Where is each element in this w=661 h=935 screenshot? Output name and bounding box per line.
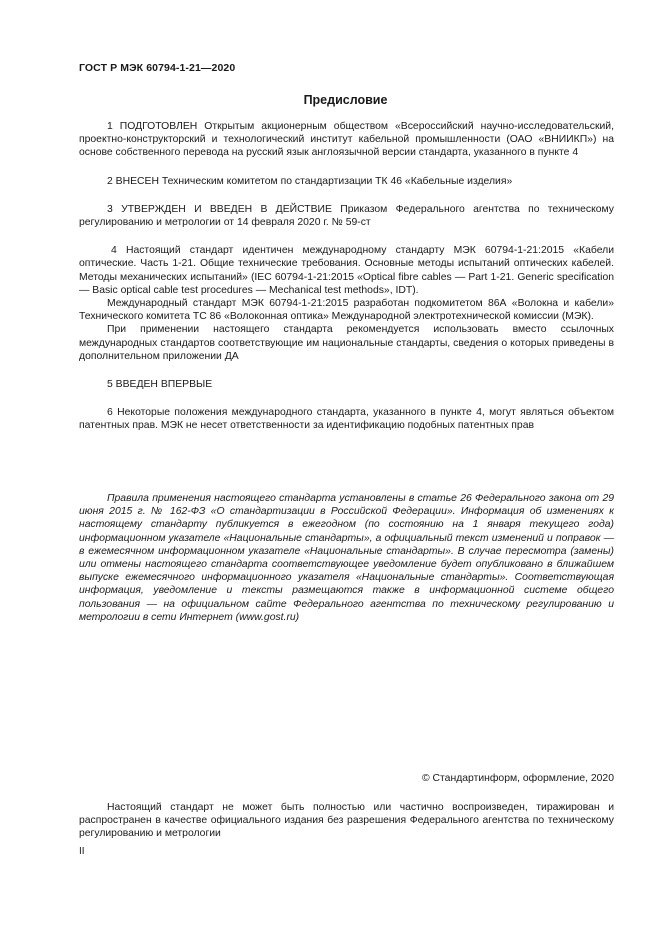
- copyright-line: © Стандартинформ, оформление, 2020: [421, 773, 614, 784]
- page-number: II: [79, 846, 85, 857]
- application-rules-notice: Правила применения настоящего стандарта установлены в статье 26 Федерального закона от 29 июня 2015 г. № 162-ФЗ «О стандартизации в Российской Федерации». Информация об изменениях к настоящему стандарту публикуется в ежегодном (по состоянию на 1 января текущего года) информационном указателе «Национальные стандарты», а официальный текст изменений и поправок — в ежемесячном информационном указателе «Национальные стандарты». В случае пересмотра (замены) или отмены настоящего стандарта соответствующее уведомление будет опубликовано в ближайшем выпуске ежемесячного информационного указателя «Национальные стандарты». Соответствующая информация, уведомление и тексты размещаются также в информационной системе общего пользования — на официальном сайте Федерального агентства по техническому регулированию и метрологии в сети Интернет (www.gost.ru): [79, 493, 614, 623]
- foreword-body: [79, 120, 614, 433]
- paragraph-5-introduced: 5 ВВЕДЕН ВПЕРВЫЕ: [107, 379, 213, 391]
- paragraph-4-references: При применении настоящего стандарта рекомендуется использовать вместо ссылочных международных стандартов соответствующие им национальные стандарты, сведения о которых приведены в дополнительном приложении ДА: [79, 324, 614, 362]
- page-title: Предисловие: [303, 93, 388, 107]
- standard-code-header: ГОСТ Р МЭК 60794-1-21—2020: [79, 62, 236, 74]
- paragraph-4-developer: Международный стандарт МЭК 60794-1-21:2015 разработан подкомитетом 86А «Волокна и кабели» Технического комитета ТС 86 «Волоконная оптика» Международной электротехнической комиссии (МЭК).: [79, 298, 614, 323]
- paragraph-6-patents: 6 Некоторые положения международного стандарта, указанного в пункте 4, могут являться объектом патентных прав. МЭК не несет ответственности за идентификацию подобных патентных прав: [79, 407, 614, 432]
- paragraph-1-prepared: 1 ПОДГОТОВЛЕН Открытым акционерным обществом «Всероссийский научно-исследовательский, проектно-конструкторский и технологический институт кабельной промышленности (ОАО «ВНИИКП») на основе собственного перевода на русский язык англоязычной версии стандарта, указанного в пункте 4: [79, 121, 614, 159]
- reproduction-notice: Настоящий стандарт не может быть полностью или частично воспроизведен, тиражирован и распространен в качестве официального издания без разрешения Федерального агентства по техническому регулированию и метрологии: [79, 802, 614, 840]
- paragraph-3-approved: 3 УТВЕРЖДЕН И ВВЕДЕН В ДЕЙСТВИЕ Приказом Федерального агентства по техническому регулированию и метрологии от 14 февраля 2020 г. № 59-ст: [79, 203, 614, 229]
- paragraph-2-submitted: 2 ВНЕСЕН Техническим комитетом по стандартизации ТК 46 «Кабельные изделия»: [107, 175, 513, 187]
- paragraph-4-identical: 4 Настоящий стандарт идентичен международному стандарту МЭК 60794-1-21:2015 «Кабели оптические. Часть 1-21. Общие технические требования. Основные методы испытаний оптических кабелей. Методы механических испытаний» (IEC 60794-1-21:2015 «Optical fibre cables — Part 1-21. Generic specification — Basic optical cable test procedures — Mechanical test methods», IDT).: [79, 245, 614, 296]
